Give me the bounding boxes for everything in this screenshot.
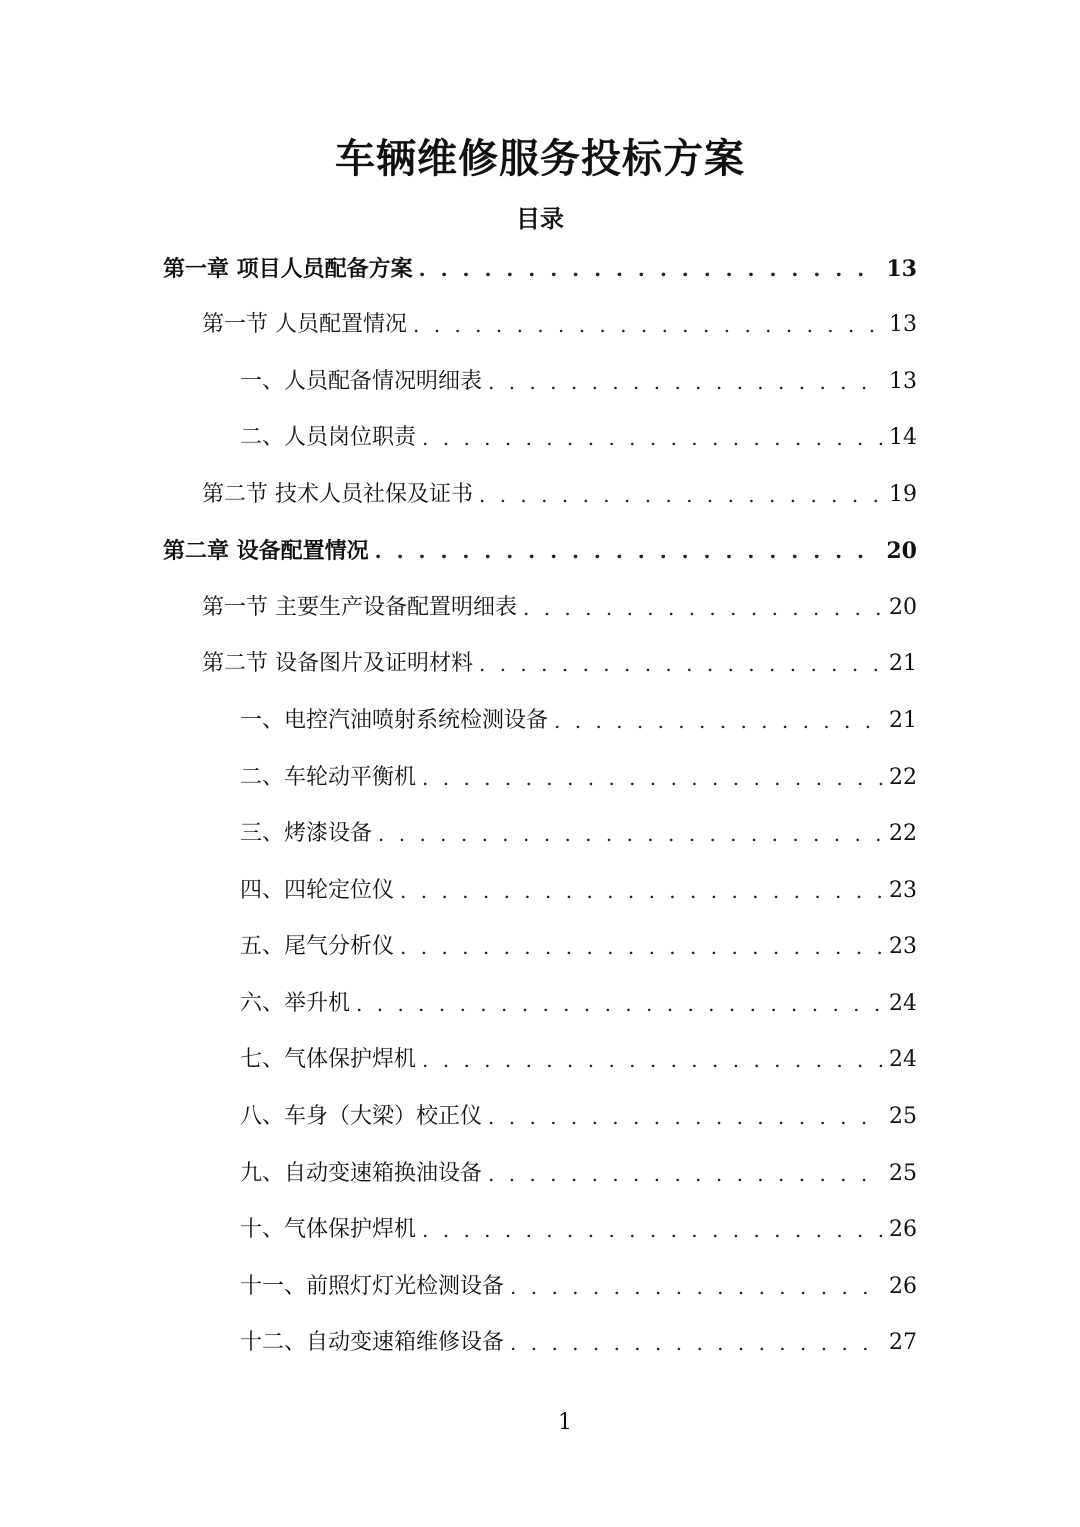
dot-leader xyxy=(378,819,883,849)
toc-entry-text: 第二章 设备配置情况 xyxy=(163,538,369,564)
toc-entry[interactable] xyxy=(163,530,917,566)
toc-entry-text: 十、气体保护焊机 xyxy=(240,1217,417,1242)
toc-entry[interactable] xyxy=(240,1096,917,1132)
toc-entry-page: 22 xyxy=(889,765,917,790)
toc-entry-text: 第一章 项目人员配备方案 xyxy=(163,256,413,282)
toc-entry-page: 25 xyxy=(889,1161,917,1186)
toc-entry-page: 20 xyxy=(886,538,917,564)
toc-entry-page: 20 xyxy=(889,595,917,620)
dot-leader xyxy=(510,1272,883,1302)
toc-entry[interactable] xyxy=(240,1266,917,1302)
toc-entry-text: 第二节 设备图片及证明材料 xyxy=(202,651,473,676)
toc-entry-page: 25 xyxy=(889,1104,917,1129)
toc-entry[interactable] xyxy=(240,757,917,793)
dot-leader xyxy=(488,367,883,397)
toc-entry-text: 七、气体保护焊机 xyxy=(240,1047,417,1072)
toc-entry[interactable] xyxy=(240,361,917,397)
toc-entry[interactable] xyxy=(240,926,917,962)
dot-leader xyxy=(422,1045,883,1075)
toc-entry-page: 23 xyxy=(889,934,917,959)
toc-entry-text: 八、车身（大梁）校正仪 xyxy=(240,1104,483,1129)
toc-entry-page: 22 xyxy=(889,821,917,846)
toc-entry-text: 六、举升机 xyxy=(240,991,351,1016)
dot-leader xyxy=(554,706,883,736)
toc-entry-text: 第二节 技术人员社保及证书 xyxy=(202,482,473,507)
dot-leader xyxy=(422,423,883,453)
dot-leader xyxy=(356,989,883,1019)
toc-entry-text: 五、尾气分析仪 xyxy=(240,934,395,959)
toc-entry-text: 二、人员岗位职责 xyxy=(240,425,417,450)
toc-entry[interactable] xyxy=(240,870,917,906)
toc-entry-page: 13 xyxy=(889,312,917,337)
toc-entry-text: 第一节 主要生产设备配置明细表 xyxy=(202,595,517,620)
toc-entry-text: 二、车轮动平衡机 xyxy=(240,765,417,790)
toc-entry-text: 九、自动变速箱换油设备 xyxy=(240,1161,483,1186)
toc-entry[interactable] xyxy=(202,643,917,679)
toc-entry[interactable] xyxy=(240,813,917,849)
toc-entry-text: 四、四轮定位仪 xyxy=(240,878,395,903)
toc-entry[interactable] xyxy=(240,1039,917,1075)
document-title: 车辆维修服务投标方案 xyxy=(335,135,745,182)
toc-entry-page: 27 xyxy=(889,1330,917,1355)
toc-entry-text: 一、人员配备情况明细表 xyxy=(240,369,483,394)
toc-entry-text: 十一、前照灯灯光检测设备 xyxy=(240,1274,505,1299)
toc-entry[interactable] xyxy=(240,700,917,736)
toc-entry-text: 第一节 人员配置情况 xyxy=(202,312,407,337)
dot-leader xyxy=(479,649,883,679)
dot-leader xyxy=(419,254,881,284)
dot-leader xyxy=(400,932,883,962)
dot-leader xyxy=(488,1102,883,1132)
toc-entry-text: 十二、自动变速箱维修设备 xyxy=(240,1330,505,1355)
toc-entry[interactable] xyxy=(240,1322,917,1358)
toc-entry[interactable] xyxy=(202,304,917,340)
toc-entry-page: 21 xyxy=(889,651,917,676)
toc-entry[interactable] xyxy=(240,417,917,453)
toc-heading: 目录 xyxy=(516,204,564,233)
toc-entry[interactable] xyxy=(240,1153,917,1189)
toc-entry[interactable] xyxy=(240,1209,917,1245)
dot-leader xyxy=(523,593,883,623)
toc-entry-page: 23 xyxy=(889,878,917,903)
toc-entry-page: 13 xyxy=(889,369,917,394)
toc-entry[interactable] xyxy=(202,587,917,623)
toc-entry-text: 一、电控汽油喷射系统检测设备 xyxy=(240,708,549,733)
toc-entry-page: 13 xyxy=(886,256,917,282)
toc-entry-text: 三、烤漆设备 xyxy=(240,821,373,846)
dot-leader xyxy=(422,1215,883,1245)
dot-leader xyxy=(479,480,883,510)
toc-entry-page: 19 xyxy=(889,482,917,507)
toc-entry[interactable] xyxy=(202,474,917,510)
toc-entry-page: 21 xyxy=(889,708,917,733)
toc-entry-page: 24 xyxy=(889,991,917,1016)
toc-entry-page: 24 xyxy=(889,1047,917,1072)
dot-leader xyxy=(488,1159,883,1189)
dot-leader xyxy=(422,763,883,793)
dot-leader xyxy=(510,1328,883,1358)
dot-leader xyxy=(413,310,883,340)
toc-entry[interactable] xyxy=(240,983,917,1019)
toc-entry-page: 26 xyxy=(889,1217,917,1242)
toc-entry-page: 26 xyxy=(889,1274,917,1299)
page-number: 1 xyxy=(558,1410,572,1435)
toc-entry[interactable] xyxy=(163,248,917,284)
toc-entry-page: 14 xyxy=(889,425,917,450)
dot-leader xyxy=(400,876,883,906)
dot-leader xyxy=(375,536,881,566)
